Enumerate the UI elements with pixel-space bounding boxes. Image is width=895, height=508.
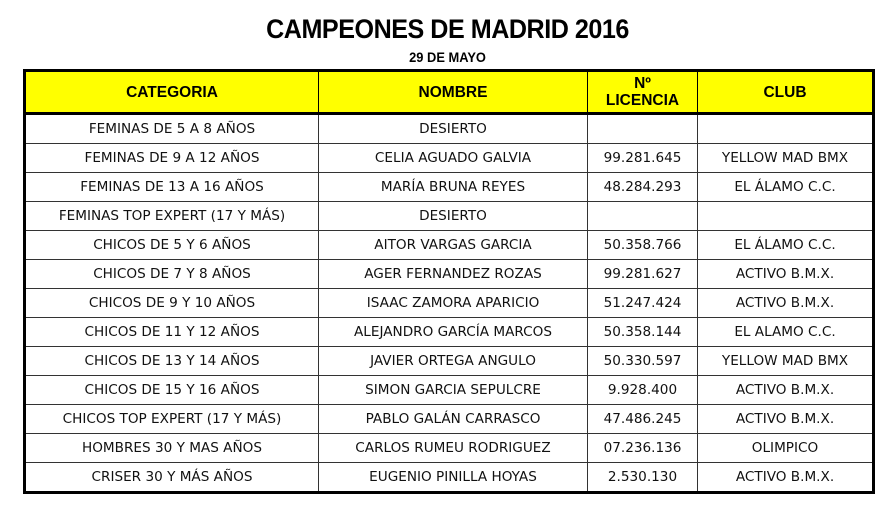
cell-categoria: CHICOS DE 9 Y 10 AÑOS bbox=[25, 289, 319, 318]
cell-nombre: DESIERTO bbox=[319, 202, 588, 231]
header-categoria: CATEGORIA bbox=[25, 71, 319, 114]
header-licencia bbox=[588, 71, 698, 114]
table-row bbox=[25, 260, 874, 289]
cell-categoria: CHICOS DE 5 Y 6 AÑOS bbox=[25, 231, 319, 260]
cell-categoria: CRISER 30 Y MÁS AÑOS bbox=[25, 463, 319, 493]
table-row bbox=[25, 434, 874, 463]
table-row bbox=[25, 173, 874, 202]
cell-club: EL ALAMO C.C. bbox=[698, 318, 874, 347]
table-row bbox=[25, 231, 874, 260]
cell-licencia: 99.281.627 bbox=[588, 260, 698, 289]
cell-licencia bbox=[588, 202, 698, 231]
cell-licencia: 99.281.645 bbox=[588, 144, 698, 173]
cell-club: ACTIVO B.M.X. bbox=[698, 289, 874, 318]
cell-club: OLIMPICO bbox=[698, 434, 874, 463]
cell-club: EL ÁLAMO C.C. bbox=[698, 173, 874, 202]
cell-licencia: 50.330.597 bbox=[588, 347, 698, 376]
table-row bbox=[25, 144, 874, 173]
cell-club: EL ÁLAMO C.C. bbox=[698, 231, 874, 260]
table-row bbox=[25, 463, 874, 493]
cell-categoria: FEMINAS DE 9 A 12 AÑOS bbox=[25, 144, 319, 173]
cell-club bbox=[698, 202, 874, 231]
cell-categoria: FEMINAS DE 5 A 8 AÑOS bbox=[25, 114, 319, 144]
table-row bbox=[25, 376, 874, 405]
header-licencia-line2: LICENCIA bbox=[605, 92, 680, 109]
cell-licencia: 9.928.400 bbox=[588, 376, 698, 405]
table-header-row bbox=[25, 71, 874, 114]
cell-licencia: 50.358.766 bbox=[588, 231, 698, 260]
cell-nombre: MARÍA BRUNA REYES bbox=[319, 173, 588, 202]
cell-club: YELLOW MAD BMX bbox=[698, 144, 874, 173]
cell-licencia: 51.247.424 bbox=[588, 289, 698, 318]
table-row bbox=[25, 405, 874, 434]
cell-nombre: AGER FERNANDEZ ROZAS bbox=[319, 260, 588, 289]
cell-categoria: FEMINAS TOP EXPERT (17 Y MÁS) bbox=[25, 202, 319, 231]
cell-licencia: 47.486.245 bbox=[588, 405, 698, 434]
header-licencia-line1: Nº bbox=[634, 75, 651, 92]
page-title: CAMPEONES DE MADRID 2016 bbox=[266, 14, 629, 44]
cell-club: ACTIVO B.M.X. bbox=[698, 260, 874, 289]
cell-categoria: CHICOS DE 11 Y 12 AÑOS bbox=[25, 318, 319, 347]
cell-licencia bbox=[588, 114, 698, 144]
cell-nombre: SIMON GARCIA SEPULCRE bbox=[319, 376, 588, 405]
table-row bbox=[25, 347, 874, 376]
header-club: CLUB bbox=[698, 71, 874, 114]
cell-licencia: 07.236.136 bbox=[588, 434, 698, 463]
cell-categoria: HOMBRES 30 Y MAS AÑOS bbox=[25, 434, 319, 463]
cell-nombre: JAVIER ORTEGA ANGULO bbox=[319, 347, 588, 376]
cell-nombre: DESIERTO bbox=[319, 114, 588, 144]
cell-categoria: CHICOS DE 7 Y 8 AÑOS bbox=[25, 260, 319, 289]
header-nombre: NOMBRE bbox=[319, 71, 588, 114]
cell-club: YELLOW MAD BMX bbox=[698, 347, 874, 376]
cell-categoria: CHICOS DE 15 Y 16 AÑOS bbox=[25, 376, 319, 405]
cell-nombre: PABLO GALÁN CARRASCO bbox=[319, 405, 588, 434]
cell-licencia: 50.358.144 bbox=[588, 318, 698, 347]
cell-nombre: CELIA AGUADO GALVIA bbox=[319, 144, 588, 173]
cell-categoria: CHICOS DE 13 Y 14 AÑOS bbox=[25, 347, 319, 376]
cell-club: ACTIVO B.M.X. bbox=[698, 376, 874, 405]
cell-nombre: CARLOS RUMEU RODRIGUEZ bbox=[319, 434, 588, 463]
table-row bbox=[25, 202, 874, 231]
cell-club: ACTIVO B.M.X. bbox=[698, 463, 874, 493]
cell-club bbox=[698, 114, 874, 144]
cell-categoria: CHICOS TOP EXPERT (17 Y MÁS) bbox=[25, 405, 319, 434]
table-row bbox=[25, 318, 874, 347]
page-subtitle-date: 29 DE MAYO bbox=[409, 49, 486, 65]
cell-categoria: FEMINAS DE 13 A 16 AÑOS bbox=[25, 173, 319, 202]
cell-nombre: AITOR VARGAS GARCIA bbox=[319, 231, 588, 260]
cell-club: ACTIVO B.M.X. bbox=[698, 405, 874, 434]
cell-nombre: EUGENIO PINILLA HOYAS bbox=[319, 463, 588, 493]
table-row bbox=[25, 289, 874, 318]
cell-nombre: ALEJANDRO GARCÍA MARCOS bbox=[319, 318, 588, 347]
cell-nombre: ISAAC ZAMORA APARICIO bbox=[319, 289, 588, 318]
cell-licencia: 48.284.293 bbox=[588, 173, 698, 202]
champions-table bbox=[23, 69, 875, 494]
cell-licencia: 2.530.130 bbox=[588, 463, 698, 493]
table-row bbox=[25, 114, 874, 144]
